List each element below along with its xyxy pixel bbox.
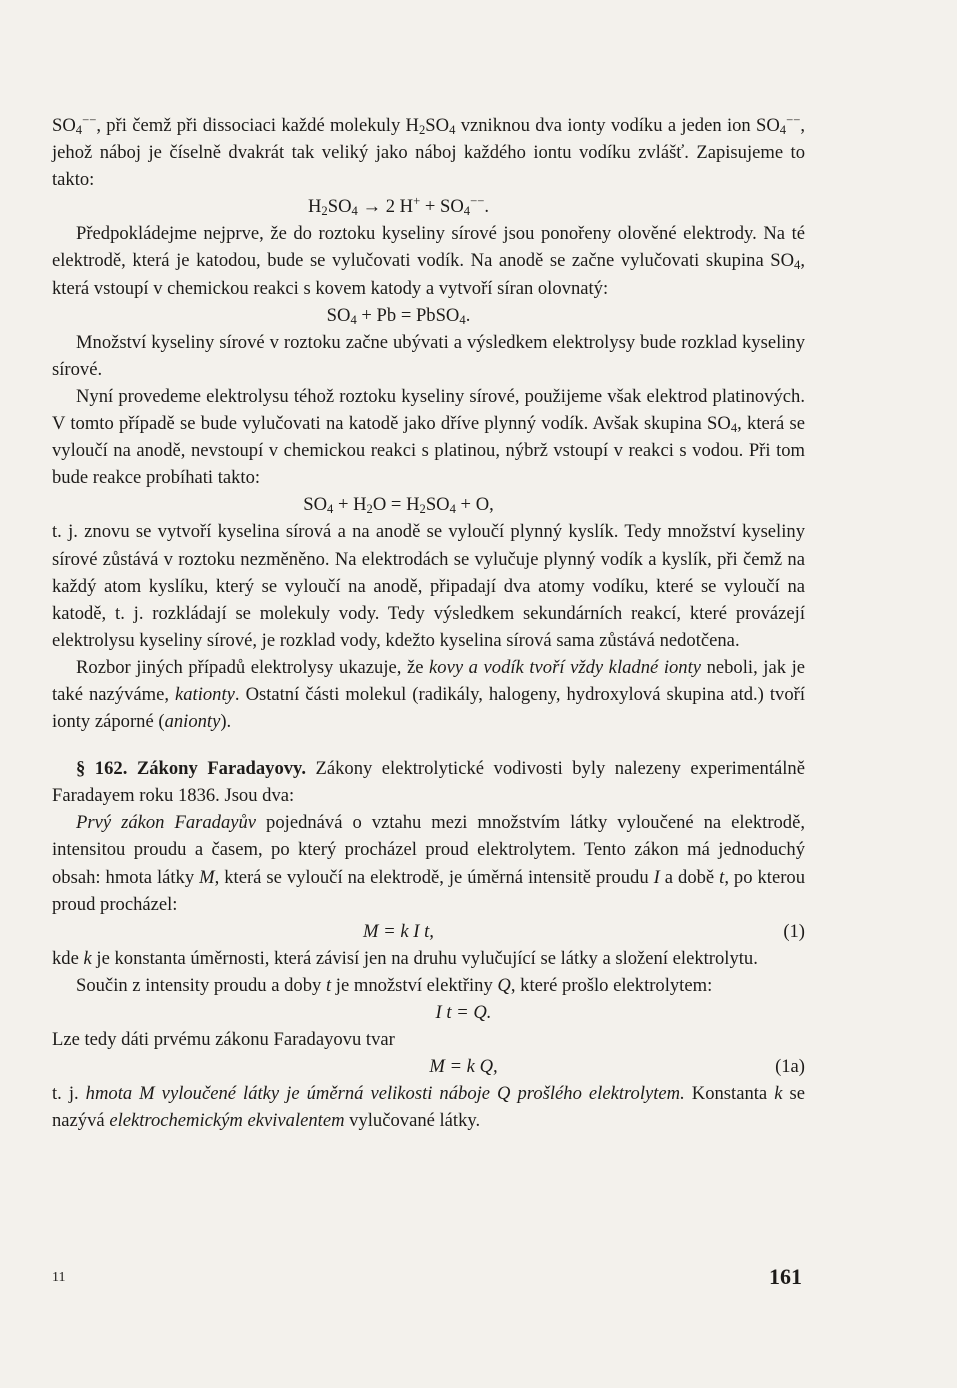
paragraph-first-law: Prvý zákon Faradayův pojednává o vztahu mezi množstvím látky vyloučené na elektrodě, intensitou proudu a časem, po který procházel proud elektrolytem. Tento zákon má jednoduchý obsah: hmota látky M, která se vyloučí na elektrodě, je úměrná intensitě proudu I a době t, po kterou proud procházel:: [52, 812, 806, 915]
paragraph-platinum-electrodes: Nyní provedeme elektrolysu téhož roztoku kyseliny sírové, použijeme však elektrod platinových. V tomto případě se bude vylučovati na katodě jako dříve plynný vodík. Avšak skupina $SO_4$, která se vyloučí na anodě, nevstoupí v chemickou reakci s platinou, nýbrž vstoupí v reakci s vodou. Při tom bude reakce probíhati takto:: [52, 385, 805, 489]
section-heading-faraday-laws: § 162. Zákony Faradayovy. Zákony elektrolytické vodivosti byly nalezeny experimentálně Faradayem roku 1836. Jsou dva:: [52, 758, 805, 807]
paragraph-lead-electrodes: Předpokládejme nejprve, že do roztoku kyseliny sírové jsou ponořeny olověné elektrody. Na té elektrodě, která je katodou, bude se vylučovati vodík. Na anodě se začne vylučovati skupina $SO_4$, která vstoupí v chemickou reakci s kovem katody a vytvoří síran olovnatý:: [52, 223, 805, 299]
paragraph-constant-k: kde k je konstanta úměrnosti, která závisí jen na druhu vylučující se látky a složení elektrolytu.: [52, 947, 758, 969]
paragraph-acid-decrease: Množství kyseliny sírové v roztoku začne ubývati a výsledkem elektrolysy bude rozklad kyseliny sírové.: [52, 331, 805, 380]
text-column: [52, 112, 805, 1134]
signature-mark: 11: [52, 1270, 66, 1285]
equation-first-law-charge: M = k Q, (1a): [52, 1053, 805, 1080]
paragraph-charge-product: Součin z intensity proudu a doby t je množství elektřiny Q, které prošlo elektrolytem:: [76, 974, 713, 996]
equation-water-reaction: $SO_4 + H_2O = H_2SO_4 + O$,: [303, 494, 494, 517]
page-number: 161: [769, 1264, 802, 1289]
paragraph-water-decomposition: t. j. znovu se vytvoří kyselina sírová a na anodě se vyloučí plynný kyslík. Tedy množství kyseliny sírové zůstává v roztoku nezměněno. Na elektrodách se vylučuje plynný vodík a kyslík, při čemž na každý atom kyslíku, který se vyloučí na anodě, připadají dva atomy vodíku, které se vyloučí na katodě, t. j. rozkládají se molekuly vody. Tedy výsledkem sekundárních reakcí, které provázejí elektrolysu kyseliny sírové, je rozklad vody, kdežto kyselina sírová sama zůstává nedotčena.: [52, 521, 805, 651]
paragraph-electrochemical-equivalent: t. j. hmota M vyloučené látky je úměrná velikosti náboje Q prošlého elektrolytem. Konstanta k se nazývá elektrochemickým ekvivalentem vylučované látky.: [52, 1083, 805, 1132]
equation-number: (1): [783, 920, 805, 942]
equation-lead-sulfate: $SO_4 + Pb$ = PbSO$_4$.: [326, 304, 471, 327]
equation-number: (1a): [775, 1056, 805, 1078]
paragraph-law-form: Lze tedy dáti prvému zákonu Faradayovu tvar: [52, 1029, 395, 1051]
equation-dissociation: $H_2SO_4 \to 2$ $H^+ + SO_4^{--}$.: [307, 194, 489, 219]
equation-charge: I t = Q.: [435, 1002, 492, 1023]
equation-first-law: M = k I t, (1): [52, 918, 805, 945]
paragraph-ions-summary: Rozbor jiných případů elektrolysy ukazuje, že kovy a vodík tvoří vždy kladné ionty neboli, jak je také nazýváme, kationty. Ostatní části molekul (radikály, halogeny, hydroxylová skupina atd.) tvoří ionty záporné (anionty).: [52, 656, 805, 733]
paragraph-ion-dissociation: $SO_4^{--}$, při čemž při dissociaci každé molekuly $H_2SO_4$ vzniknou dva ionty vodíku a jeden ion $SO_4^{--}$, jehož náboj je číselně dvakrát tak veliký jako náboj každého iontu vodíku zvlášť. Zapisujeme to takto:: [52, 113, 805, 191]
